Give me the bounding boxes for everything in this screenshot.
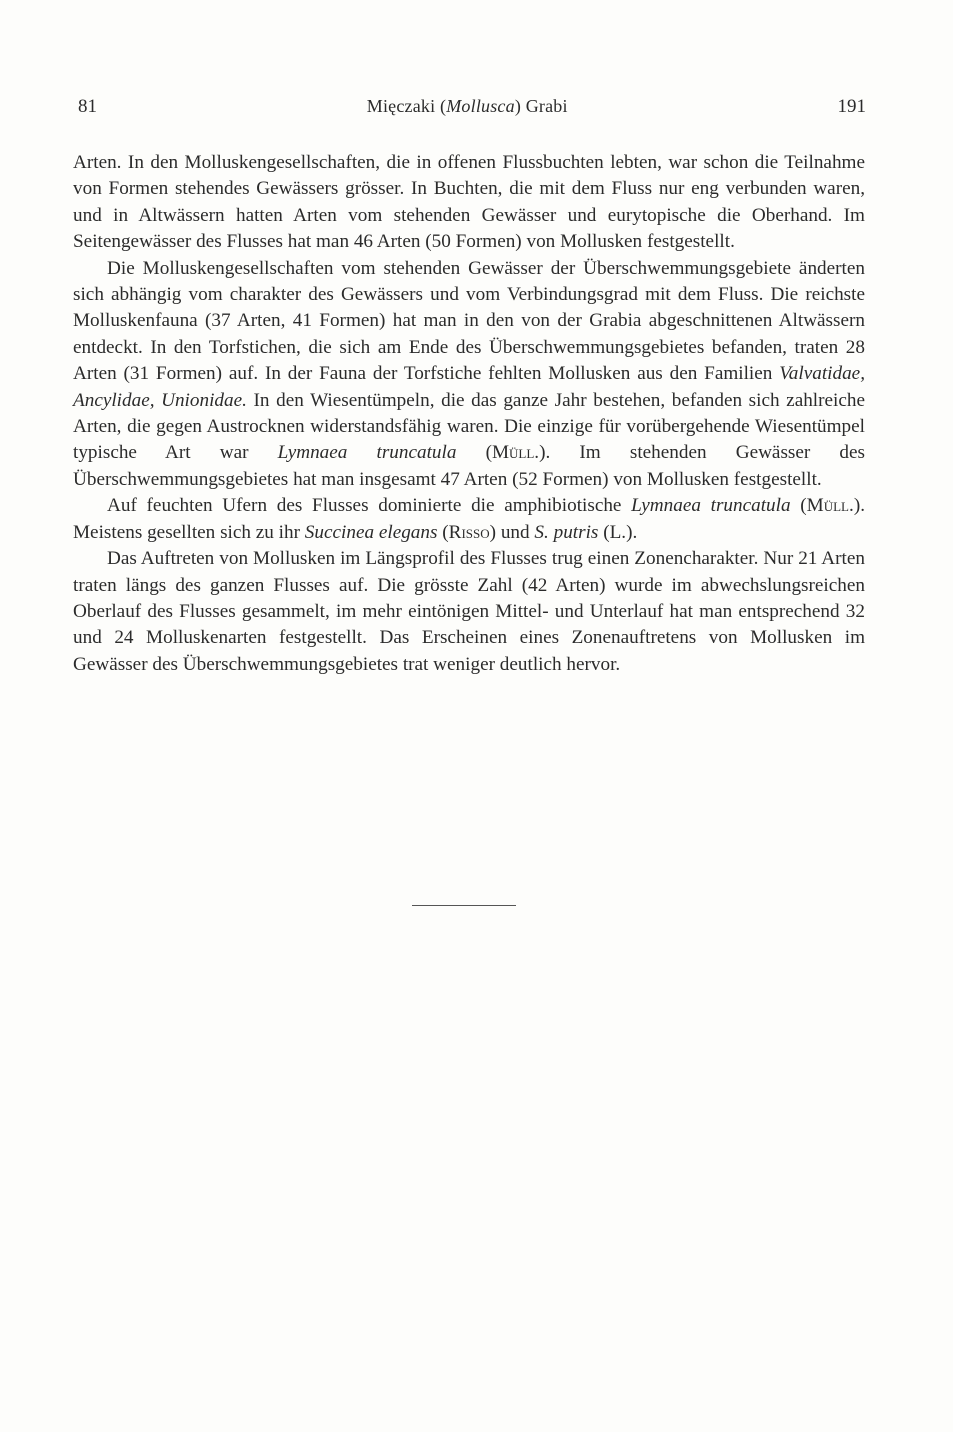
text-run: Auf feuchten Ufern des Flusses dominierte die amphibiotische	[107, 495, 632, 517]
header-left-number: 81	[78, 96, 97, 117]
page-number: 191	[837, 96, 866, 117]
running-header	[78, 96, 866, 118]
running-title-prefix: Mięczaki (	[366, 96, 447, 116]
paragraph	[73, 150, 865, 256]
taxon-name: S. putris	[534, 521, 599, 543]
text-run: Arten. In den Molluskengesellschaften, die in offenen Flussbuchten lebten, war schon die Teilnahme von Formen stehendes Gewässers grösser. In Buchten, die mit dem Fluss nur eng verbunden waren, und in Altwässern hatten Arten vom stehenden Gewässer und eurytopische die Oberhand. Im Seitengewässer des Flusses hat man 46 Arten (50 Formen) von Mollusken festgestellt.	[73, 152, 865, 253]
running-title-italic: Mollusca	[446, 96, 515, 116]
taxon-name: Succinea elegans	[304, 521, 438, 543]
author-name: Müll.	[806, 495, 854, 517]
text-run: Das Auftreten von Mollusken im Längsprofil des Flusses trug einen Zonencharakter. Nur 21 Arten traten längs des ganzen Flusses auf. Die grösste Zahl (42 Arten) wurde im abwechslungsreichen Oberlauf des Flusses gesammelt, im mehr eintönigen Mittel- und Unterlauf hat man entsprechend 32 und 24 Molluskenarten festgestellt. Das Erscheinen eines Zonenauftretens von Mollusken im Gewässer des Überschwemmungsgebietes trat weniger deutlich hervor.	[73, 548, 865, 675]
text-run: (L.).	[598, 521, 638, 543]
taxon-name: Lymnaea truncatula	[277, 442, 457, 464]
taxon-name: Lymnaea truncatula	[631, 495, 791, 517]
text-run: (	[437, 521, 449, 543]
text-run: In den Wiesentümpeln, die das ganze Jahr bestehen, befanden sich zahlreiche Arten, die gegen Austrocknen widerstandsfähig waren. Die einzige für vorübergehende Wiesentümpel typische Art war	[73, 389, 865, 464]
text-run: ) und	[489, 521, 535, 543]
text-run: (	[790, 495, 807, 517]
author-name: Risso	[448, 521, 490, 543]
running-title	[367, 96, 568, 117]
text-run: Die Molluskengesellschaften vom stehenden Gewässer der Überschwemmungsgebiete änderten sich abhängig vom charakter des Gewässers und vom Verbindungsgrad mit dem Fluss. Die reichste Molluskenfauna (37 Arten, 41 Formen) hat man in den von der Grabia abgeschnittenen Altwässern entdeckt. In den Torfstichen, die sich am Ende des Überschwemmungsgebietes befanden, traten 28 Arten (31 Formen) auf. In der Fauna der Torfstiche fehlten Mollusken aus den Familien	[73, 257, 865, 385]
closing-rule	[412, 905, 516, 906]
running-title-suffix: ) Grabi	[514, 96, 568, 116]
text-run: ). Im stehenden Gewässer des Überschwemmungsgebietes hat man insgesamt 47 Arten (52 Formen) von Mollusken festgestellt.	[73, 442, 865, 490]
body-text	[73, 150, 865, 678]
author-name: Müll.	[491, 442, 540, 464]
text-run: ). Meistens gesellten sich zu ihr	[73, 495, 865, 543]
paragraph	[73, 256, 865, 494]
paragraph	[73, 546, 865, 678]
text-run: (	[456, 442, 492, 464]
paragraph	[73, 493, 865, 546]
taxon-name: Valvatidae, Ancylidae, Unionidae.	[73, 363, 865, 411]
